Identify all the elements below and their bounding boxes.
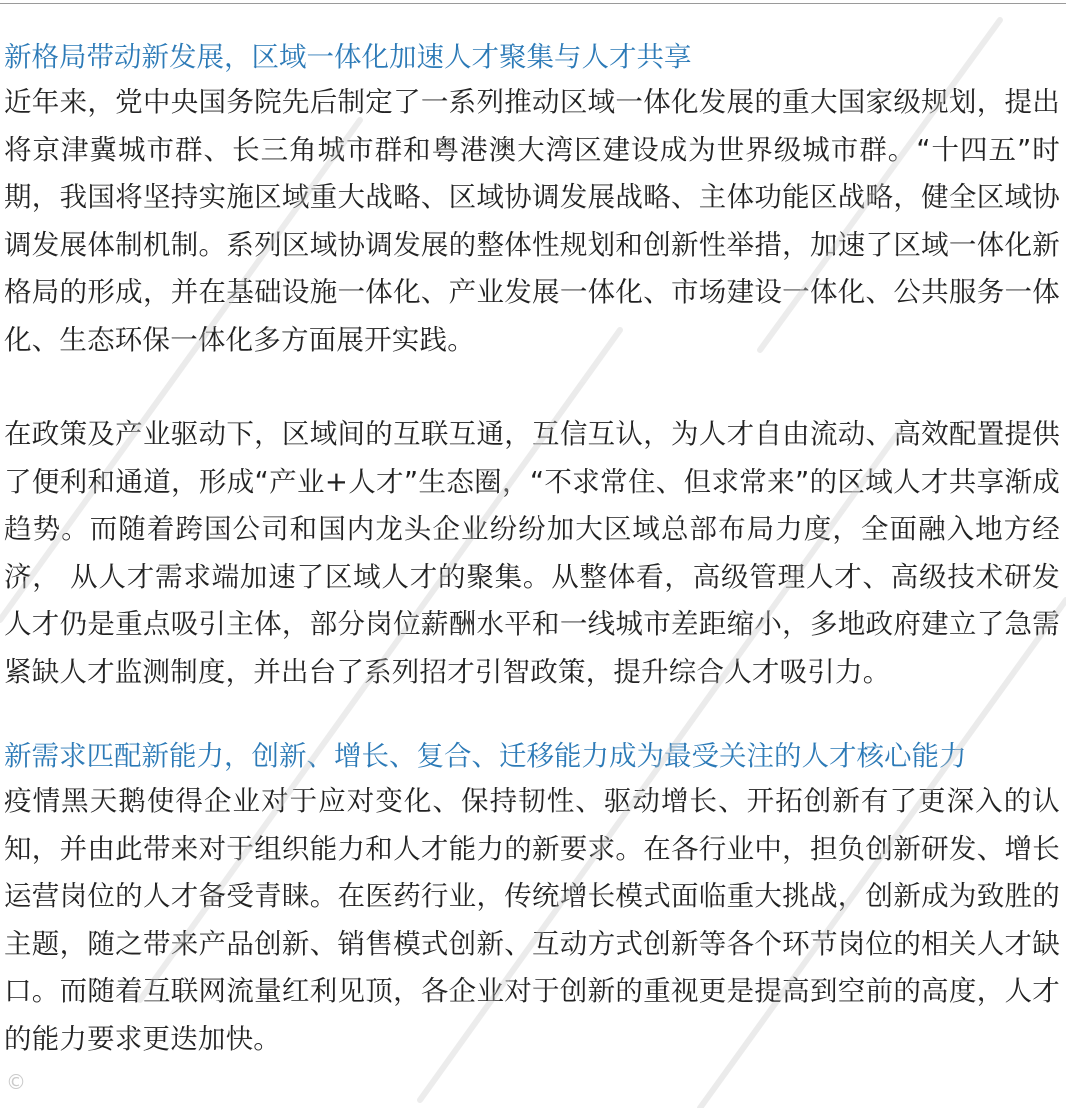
paragraph: 近年来，党中央国务院先后制定了一系列推动区域一体化发展的重大国家级规划，提出将京津冀城市群、长三角城市群和粤港澳大湾区建设成为世界级城市群。“十四五”时期，我国将坚持实施区域重大战略、区域协调发展战略、主体功能区战略，健全区域协调发展体制机制。系列区域协调发展的整体性规划和创新性举措，加速了区域一体化新格局的形成，并在基础设施一体化、产业发展一体化、市场建设一体化、公共服务一体化、生态环保一体化多方面展开实践。: [4, 86, 1060, 356]
section-heading: 新需求匹配新能力，创新、增长、复合、迁移能力成为最受关注的人才核心能力: [4, 740, 967, 772]
paragraph: 疫情黑天鹅使得企业对于应对变化、保持韧性、驱动增长、开拓创新有了更深入的认知，并由此带来对于组织能力和人才能力的新要求。在各行业中，担负创新研发、增长运营岗位的人才备受青睐。在医药行业，传统增长模式面临重大挑战，创新成为致胜的主题，随之带来产品创新、销售模式创新、互动方式创新等各个环节岗位的相关人才缺口。而随着互联网流量红利见顶，各企业对于创新的重视更是提高到空前的高度，人才的能力要求更迭加快。: [4, 785, 1060, 1055]
top-divider: [0, 3, 1066, 4]
section-regional-integration: [4, 35, 1060, 696]
paragraph: 在政策及产业驱动下，区域间的互联互通，互信互认，为人才自由流动、高效配置提供了便利和通道，形成“产业+人才”生态圈，“不求常住、但求常来”的区域人才共享渐成趋势。而随着跨国公司和国内龙头企业纷纷加大区域总部布局力度，全面融入地方经济， 从人才需求端加速了区域人才的聚集。从整体看，高级管理人才、高级技术研发人才仍是重点吸引主体，部分岗位薪酬水平和一线城市差距缩小，多地政府建立了急需紧缺人才监测制度，并出台了系列招才引智政策，提升综合人才吸引力。: [4, 418, 1060, 688]
bottom-watermark-logo: ©: [6, 1070, 26, 1094]
article-body: [4, 35, 1060, 1063]
section-new-capabilities: [4, 734, 1060, 1063]
section-heading: 新格局带动新发展，区域一体化加速人才聚集与人才共享: [4, 41, 692, 73]
